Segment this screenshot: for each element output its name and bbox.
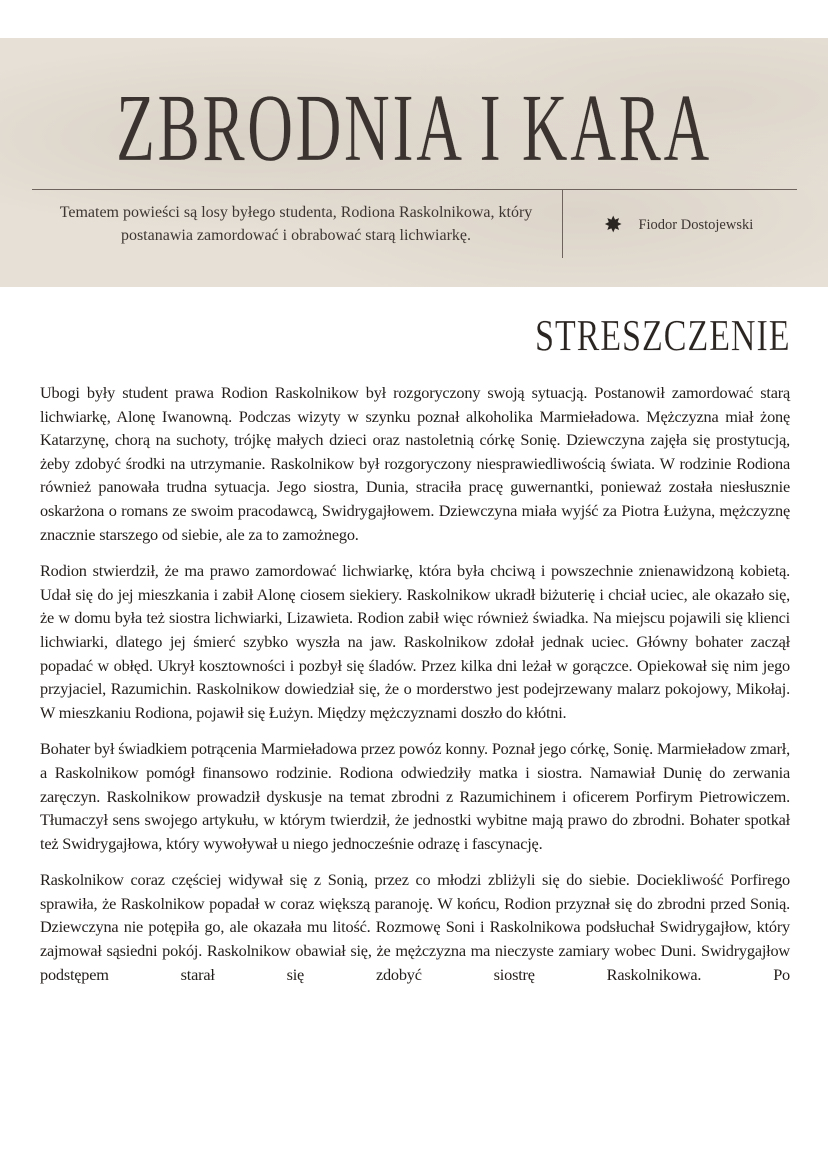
header-banner	[0, 38, 828, 287]
author-name: Fiodor Dostojewski	[638, 216, 754, 233]
paragraph: Bohater był świadkiem potrącenia Marmieładowa przez powóz konny. Poznał jego córkę, Sonię. Marmieładow zmarł, a Raskolnikow pomógł finansowo rodzinie. Rodiona odwiedziły matka i siostra. Namawiał Dunię do zerwania zaręczyn. Raskolnikow prowadził dyskusje na temat zbrodni z Razumichinem i oficerem Porfirym Pietrowiczem. Tłumaczył sens swojego artykułu, w którym twierdził, że jednostki wybitne mają prawo do zbrodni. Bohater spotkał też Swidrygajłowa, który wywoływał u niego jednocześnie odrazę i fascynację.	[40, 739, 790, 853]
paragraph: Ubogi były student prawa Rodion Raskolnikow był rozgoryczony swoją sytuacją. Postanowił zamordować starą lichwiarkę, Alonę Iwanowną. Podczas wizyty w szynku poznał alkoholika Marmieładowa. Mężczyzna miał żonę Katarzynę, chorą na suchoty, trójkę małych dzieci oraz nastoletnią córkę Sonię. Dziewczyna zajęła się prostytucją, żeby zdobyć środki na utrzymanie. Raskolnikow był rozgoryczony niesprawiedliwością świata. W rodzinie Rodiona również panowała trudna sytuacja. Jego siostra, Dunia, straciła pracę guwernantki, ponieważ została niesłusznie oskarżona o romans ze swoim pracodawcą, Swidrygajłowem. Dziewczyna miała wyjść za Piotra Łużyna, mężczyznę znacznie starszego od siebie, ale za to zamożnego.	[40, 383, 790, 544]
author-block	[604, 214, 753, 236]
paragraph: Rodion stwierdził, że ma prawo zamordować lichwiarkę, która była chciwą i powszechnie znienawidzoną kobietą. Udał się do jej mieszkania i zabił Alonę ciosem siekiery. Raskolnikow ukradł biżuterię i chciał uciec, ale okazało się, że w domu była też siostra lichwiarki, Lizawieta. Rodion zabił więc również świadka. Na miejscu pojawili się klienci lichwiarki, dlatego jej śmierć szybko wyszła na jaw. Raskolnikow zdołał jednak uciec. Główny bohater zaczął popadać w obłęd. Ukrył kosztowności i pozbył się śladów. Przez kilka dni leżał w gorączce. Opiekował się nim jego przyjaciel, Razumichin. Raskolnikow dowiedział się, że o morderstwo jest podejrzewany malarz pokojowy, Mikołaj. W mieszkaniu Rodiona, pojawił się Łużyn. Między mężczyznami doszło do kłótni.	[40, 561, 790, 722]
intro-text: Tematem powieści są losy byłego studenta, Rodiona Raskolnikowa, który postanawia zamordować i obrabować starą lichwiarkę.	[59, 204, 533, 244]
header-vertical-divider	[562, 190, 563, 258]
header-divider	[32, 189, 797, 190]
paragraph: Raskolnikow coraz częściej widywał się z Sonią, przez co młodzi zbliżyli się do siebie. Dociekliwość Porfirego sprawiła, że Raskolnikow popadał w coraz większą paranoję. W końcu, Rodion przyznał się do zbrodni przed Sonią. Dziewczyna nie potępiła go, ale okazała mu litość. Rozmowę Soni i Raskolnikowa podsłuchał Swidrygajłow, który zajmował sąsiedni pokój. Raskolnikow obawiał się, że mężczyzna ma nieczyste zamiary wobec Duni. Swidrygajłow podstępem starał się zdobyć siostrę Raskolnikowa. Po	[40, 870, 790, 984]
section-heading: STRESZCZENIE	[534, 311, 790, 360]
summary-body	[40, 381, 790, 999]
document-title: ZBRODNIA I KARA	[116, 74, 712, 181]
star-burst-icon: ✸	[604, 212, 623, 237]
